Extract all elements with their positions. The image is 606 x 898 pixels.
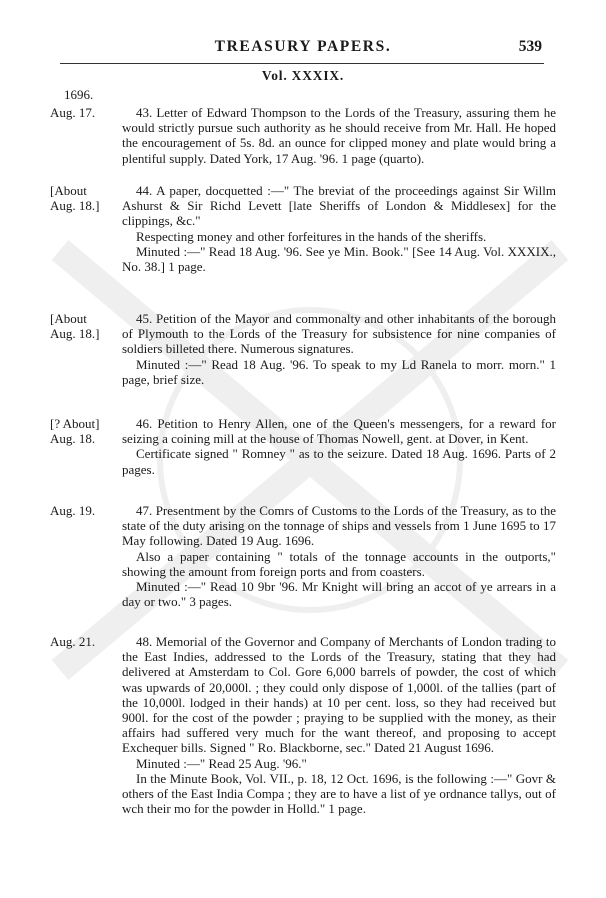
entry-text	[122, 105, 556, 166]
entry-paragraph: 44. A paper, docquetted :—" The breviat of the proceedings against Sir Willm Ashurst & Sir Richd Levett [late Sheriffs of London & Middlesex] for the clippings, &c."	[122, 183, 556, 229]
entry-text	[122, 416, 556, 477]
entry-year: 1696.	[64, 87, 94, 102]
minute-note: Minuted :—" Read 10 9br '96. Mr Knight will bring an accot of ye arrears in a day or two." 3 pages.	[122, 579, 556, 610]
entry-text	[122, 503, 556, 609]
date-line: Aug. 18.	[50, 431, 96, 447]
entry-paragraph: 47. Presentment by the Comrs of Customs to the Lords of the Treasury, as to the state of the duty arising on the tonnage of ships and vessels from 1 June 1695 to 17 May following. Dated 19 Aug. 1696.	[122, 503, 556, 549]
entry-paragraph: 45. Petition of the Mayor and commonalty and other inhabitants of the borough of Plymouth to the Lords of the Treasury for subsistence for nine companies of soldiers billeted there. Numerous signatures.	[122, 311, 556, 357]
date-line: [About	[50, 311, 87, 326]
minute-note: Minuted :—" Read 18 Aug. '96. See ye Min. Book." [See 14 Aug. Vol. XXXIX., No. 38.] 1 page.	[122, 243, 556, 275]
entry-date	[50, 311, 116, 341]
entry-text	[122, 311, 556, 387]
entry-paragraph: 48. Memorial of the Governor and Company of Merchants of London trading to the East Indies, addressed to the Lords of the Treasury, stating that they had delivered at Amsterdam to Col. Gore 6,000 barrels of powder, the cost of which was upwards of 20,000l. ; they could only dispose of 1,000l. of the tallies (part of the 10,000l. lodged in their hands) at 10 per cent. loss, so they had received but 900l. for the cost of the powder ; praying to be supplied with the money, as their affairs had suffered very much for the want thereof, and proposing to accept Exchequer bills. Signed " Ro. Blackborne, sec." Dated 21 August 1696.	[122, 634, 556, 756]
date-line: Aug. 17.	[50, 105, 96, 120]
entry-date	[50, 416, 116, 446]
entry-paragraph: In the Minute Book, Vol. VII., p. 18, 12 Oct. 1696, is the following :—" Govr & others of the East India Compa ; they are to have a list of ye ordnance tallys, out of wch their mo for the powder in Holld." 1 page.	[122, 770, 556, 817]
minute-note: Minuted :—" Read 18 Aug. '96. To speak to my Ld Ranela to morr. morn." 1 page, brief size.	[122, 356, 556, 387]
minute-note: Minuted :—" Read 25 Aug. '96."	[136, 755, 307, 771]
entry-paragraph: 46. Petition to Henry Allen, one of the Queen's messengers, for a reward for seizing a coining mill at the house of Thomas Nowell, gent. at Dover, in Kent.	[122, 416, 556, 447]
entry-paragraph: 43. Letter of Edward Thompson to the Lords of the Treasury, assuring them he would strictly pursue such authority as he should receive from Mr. Hall. He hoped the encouragement of 5s. 8d. an ounce for clipped money and plate would bring a plentiful supply. Dated York, 17 Aug. '96. 1 page (quarto).	[122, 105, 556, 166]
entry-paragraph: Also a paper containing " totals of the tonnage accounts in the outports," showing the amount from foreign ports and from coasters.	[122, 548, 556, 579]
entry-text	[122, 183, 556, 274]
running-head	[60, 38, 546, 58]
entry-paragraph: Respecting money and other forfeitures in the hands of the sheriffs.	[136, 228, 487, 244]
date-line: Aug. 18.]	[50, 198, 100, 214]
entry-text	[122, 634, 556, 816]
date-line: Aug. 18.]	[50, 326, 100, 342]
entry-date	[50, 503, 116, 518]
date-line: [About	[50, 183, 87, 198]
running-title: TREASURY PAPERS.	[214, 38, 392, 55]
entry-paragraph: Certificate signed " Romney " as to the seizure. Dated 18 Aug. 1696. Parts of 2 pages.	[122, 446, 556, 477]
volume-heading: Vol. XXXIX.	[261, 68, 345, 83]
date-line: Aug. 21.	[50, 634, 96, 649]
entry-date	[50, 87, 116, 120]
page-number: 539	[518, 38, 542, 55]
date-line: Aug. 19.	[50, 503, 96, 518]
header-rule	[60, 63, 544, 64]
entry-date	[50, 183, 116, 213]
entry-date	[50, 634, 116, 649]
date-line: [? About]	[50, 416, 100, 431]
